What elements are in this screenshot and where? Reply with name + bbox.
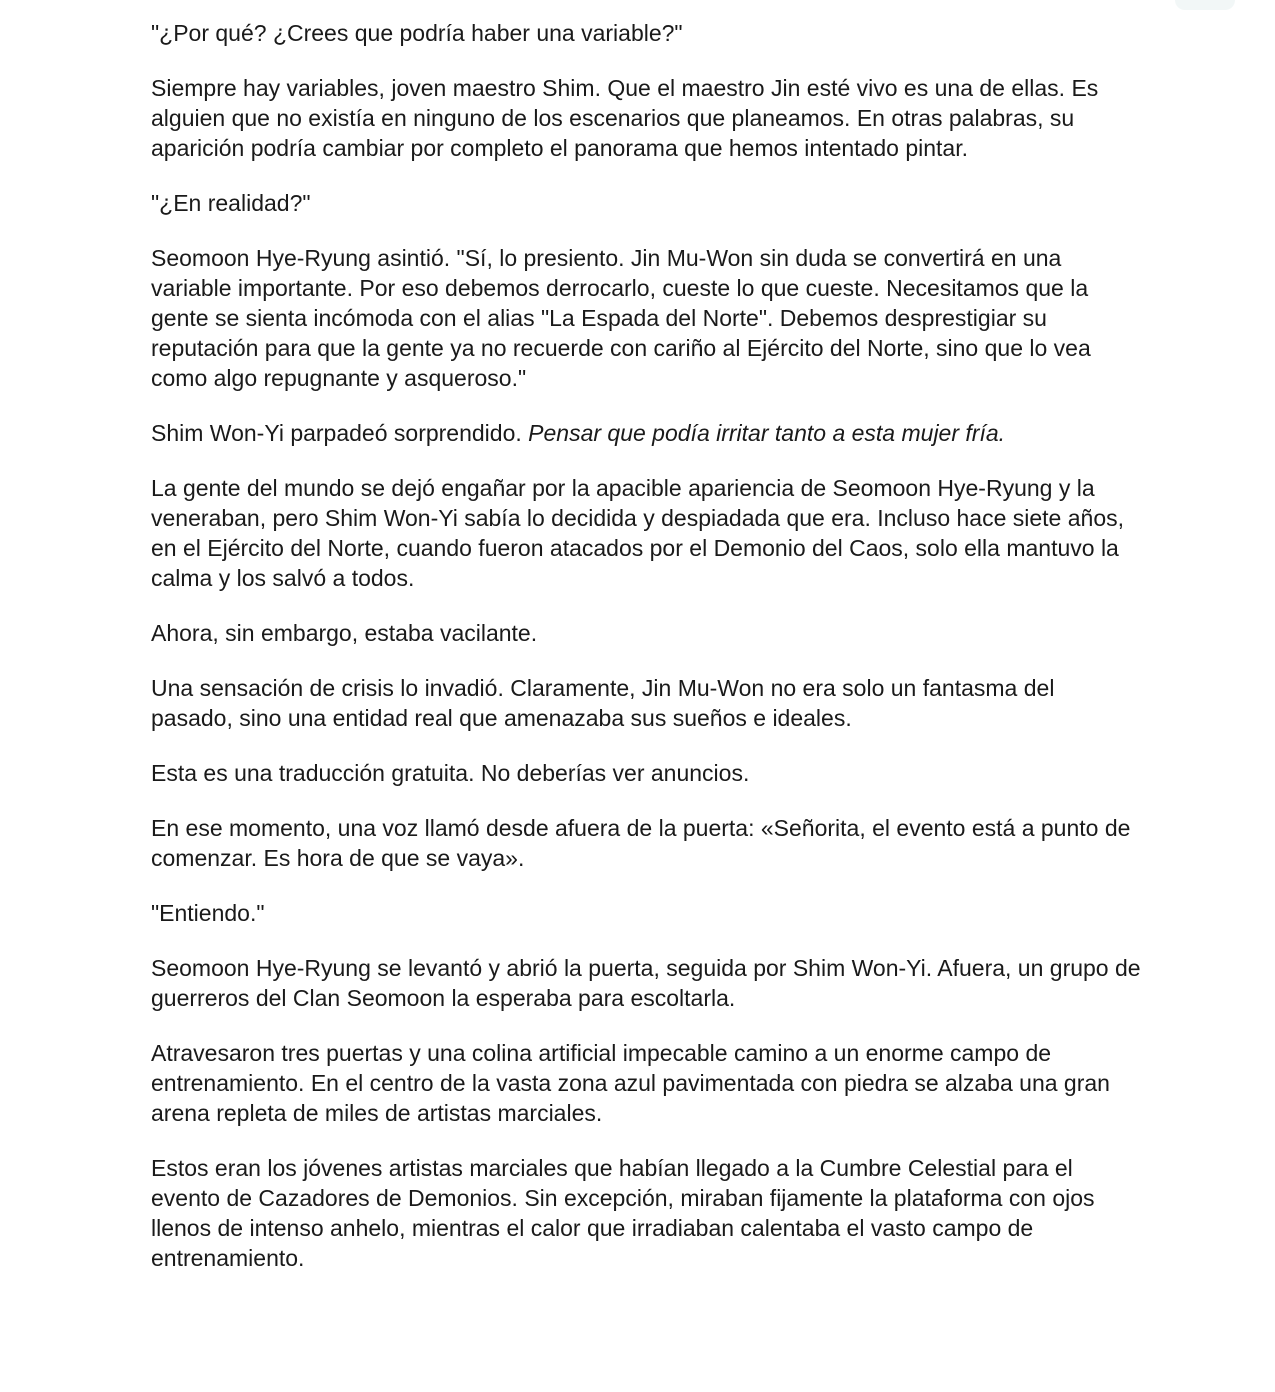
paragraph: Ahora, sin embargo, estaba vacilante.	[151, 620, 538, 646]
corner-shade	[1175, 0, 1235, 10]
paragraph: "Entiendo."	[151, 900, 265, 926]
paragraph-text: Shim Won-Yi parpadeó sorprendido.	[151, 420, 529, 446]
paragraph: La gente del mundo se dejó engañar por la apacible apariencia de Seomoon Hye-Ryung y la veneraban, pero Shim Won-Yi sabía lo decidida y despiadada que era. Incluso hace siete años, en el Ejército del Norte, cuando fueron atacados por el Demonio del Caos, solo ella mantuvo la calma y los salvó a todos.	[151, 475, 1125, 591]
paragraph: En ese momento, una voz llamó desde afuera de la puerta: «Señorita, el evento está a punto de comenzar. Es hora de que se vaya».	[151, 815, 1131, 871]
paragraph: Seomoon Hye-Ryung asintió. "Sí, lo presiento. Jin Mu-Won sin duda se convertirá en una variable importante. Por eso debemos derrocarlo, cueste lo que cueste. Necesitamos que la gente se sienta incómoda con el alias "La Espada del Norte". Debemos desprestigiar su reputación para que la gente ya no recuerde con cariño al Ejército del Norte, sino que lo vea como algo repugnante y asqueroso."	[151, 245, 1091, 391]
paragraph: Siempre hay variables, joven maestro Shim. Que el maestro Jin esté vivo es una de ellas. Es alguien que no existía en ninguno de los escenarios que planeamos. En otras palabras, su aparición podría cambiar por completo el panorama que hemos intentado pintar.	[151, 75, 1099, 161]
paragraph: Estos eran los jóvenes artistas marciales que habían llegado a la Cumbre Celestial para el evento de Cazadores de Demonios. Sin excepción, miraban fijamente la plataforma con ojos llenos de intenso anhelo, mientras el calor que irradiaban calentaba el vasto campo de entrenamiento.	[151, 1155, 1095, 1271]
paragraph: Seomoon Hye-Ryung se levantó y abrió la puerta, seguida por Shim Won-Yi. Afuera, un grupo de guerreros del Clan Seomoon la esperaba para escoltarla.	[151, 955, 1141, 1011]
paragraph: "¿En realidad?"	[151, 190, 311, 216]
paragraph: "¿Por qué? ¿Crees que podría haber una variable?"	[151, 20, 683, 46]
italic-thought: Pensar que podía irritar tanto a esta mujer fría.	[528, 420, 1006, 446]
paragraph	[151, 418, 1141, 448]
paragraph: Atravesaron tres puertas y una colina artificial impecable camino a un enorme campo de entrenamiento. En el centro de la vasta zona azul pavimentada con piedra se alzaba una gran arena repleta de miles de artistas marciales.	[151, 1040, 1110, 1126]
document-page	[151, 18, 1141, 1298]
paragraph: Una sensación de crisis lo invadió. Claramente, Jin Mu-Won no era solo un fantasma del pasado, sino una entidad real que amenazaba sus sueños e ideales.	[151, 675, 1055, 731]
paragraph: Esta es una traducción gratuita. No deberías ver anuncios.	[151, 760, 750, 786]
